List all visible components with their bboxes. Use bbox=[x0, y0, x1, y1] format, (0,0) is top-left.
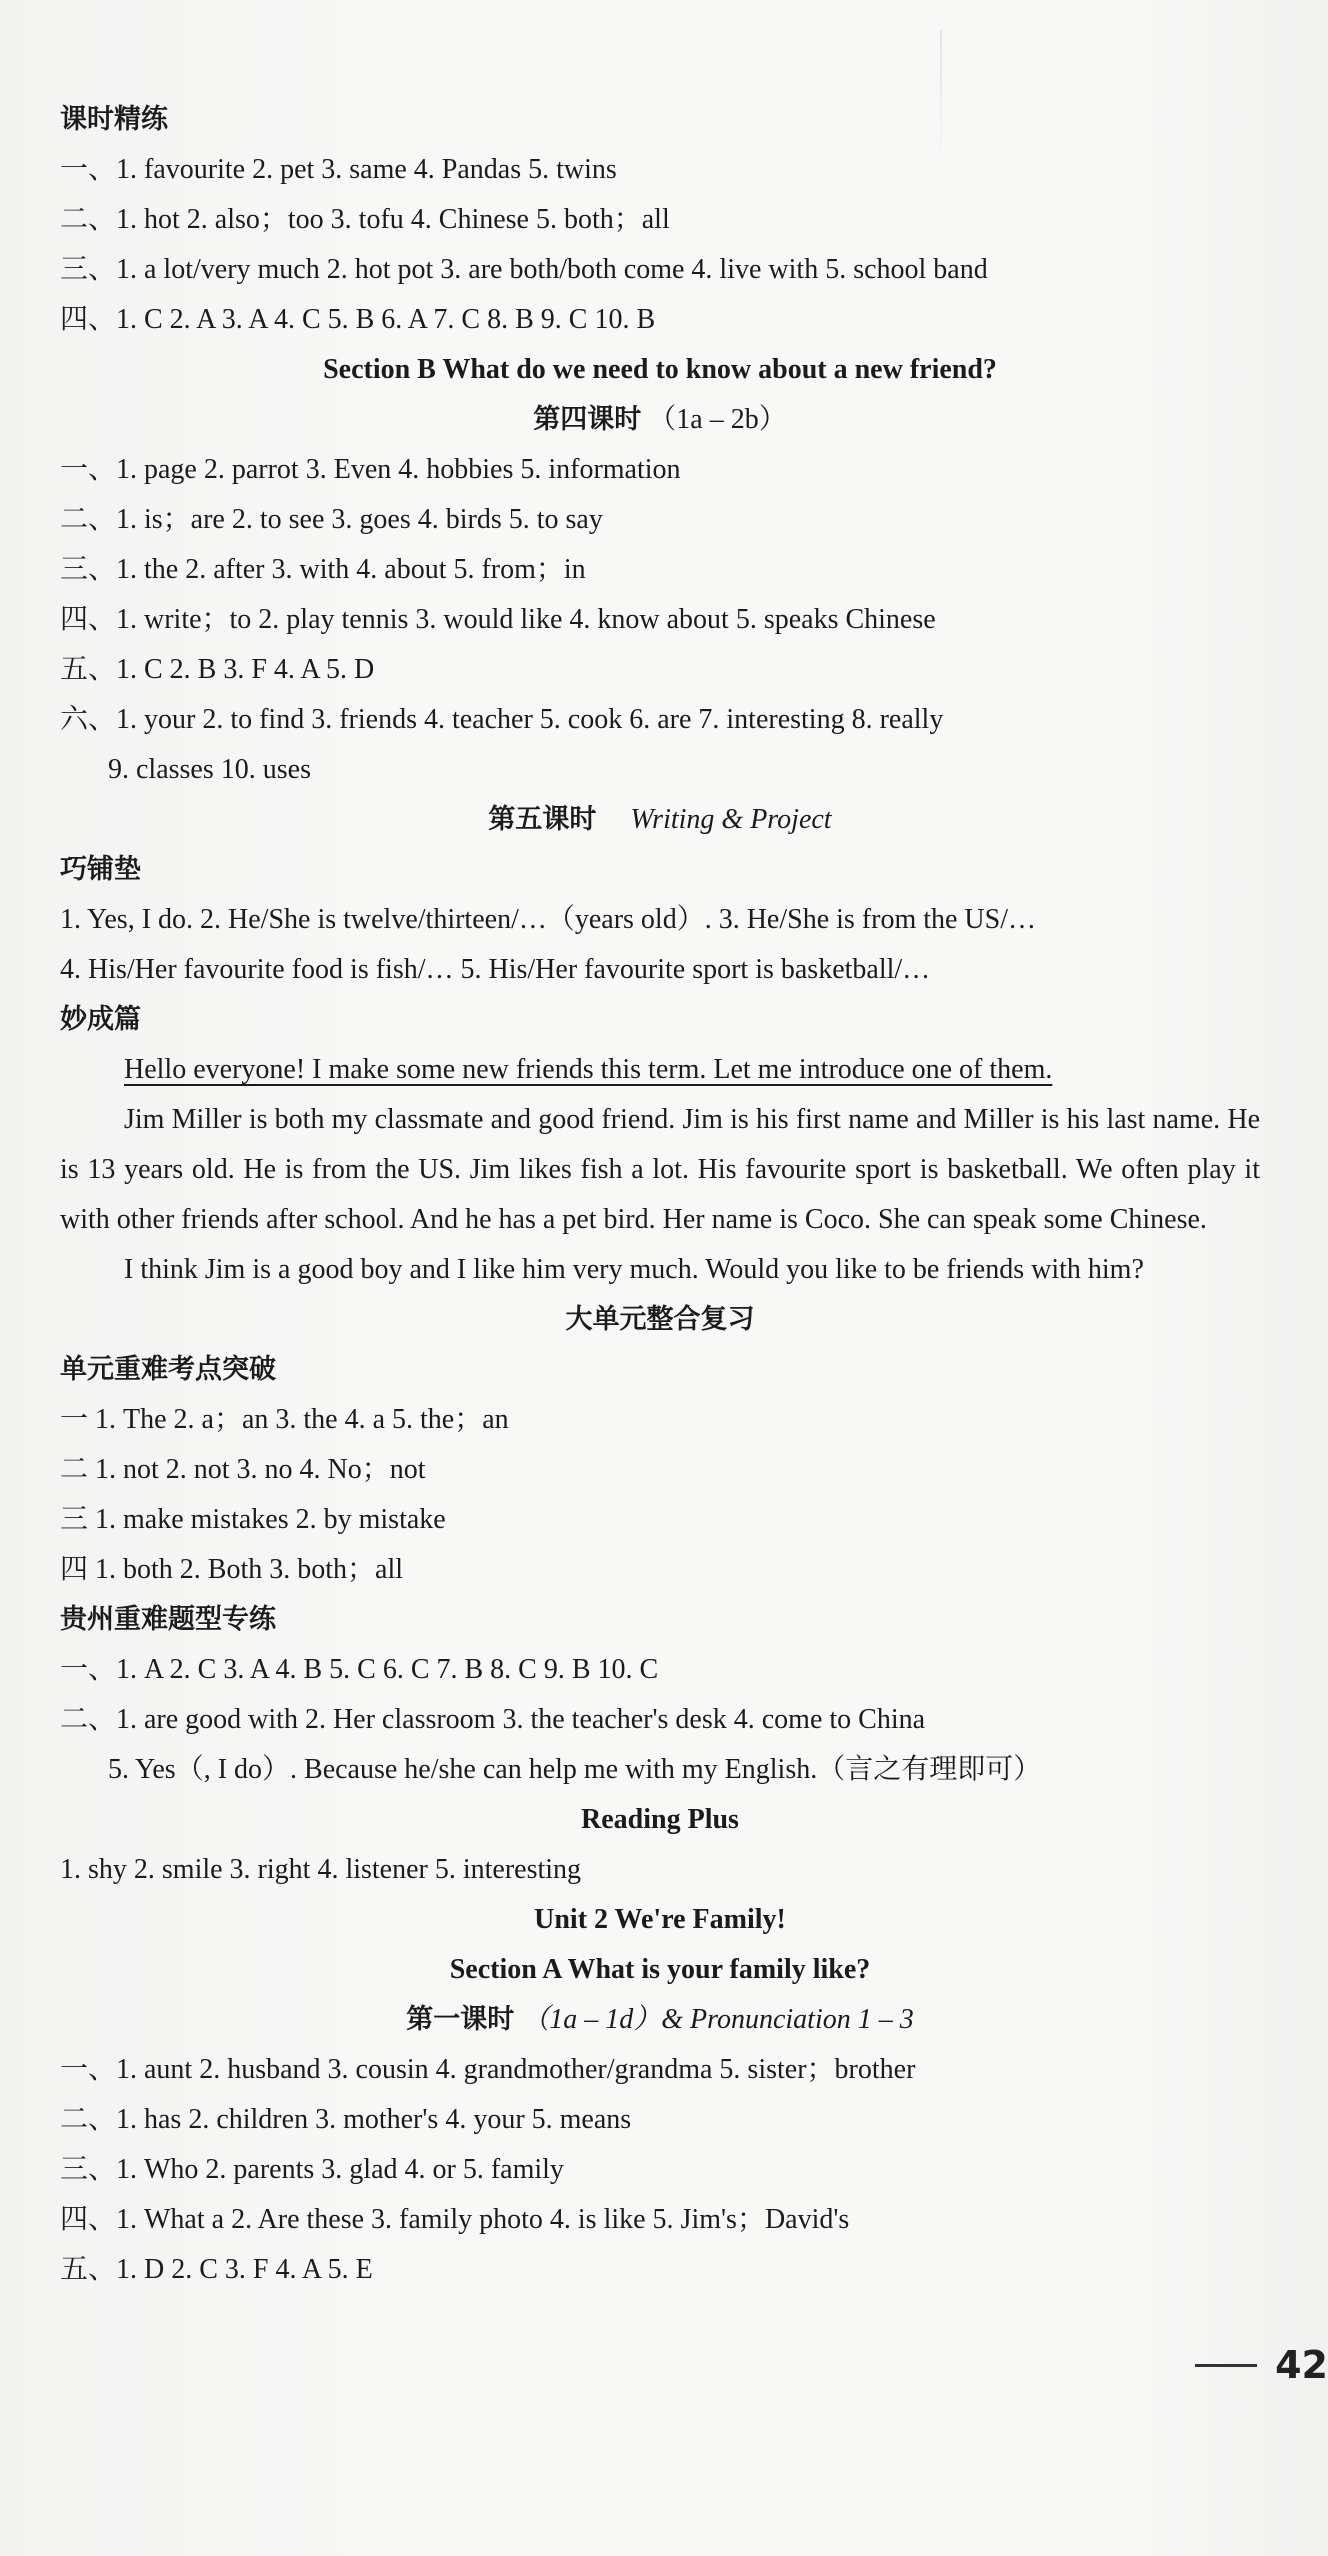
answer-line: 五、1. D 2. C 3. F 4. A 5. E bbox=[60, 2254, 373, 2285]
lesson-5-topic: Writing & Project bbox=[630, 804, 832, 835]
unit-2-title: Unit 2 We're Family! bbox=[534, 1904, 786, 1935]
essay-paragraph-2: I think Jim is a good boy and I like him very much. Would you like to be friends with him? bbox=[124, 1254, 1144, 1285]
answer-line: 一 1. The 2. a；an 3. the 4. a 5. the；an bbox=[60, 1404, 509, 1435]
answer-line: 一、1. page 2. parrot 3. Even 4. hobbies 5. information bbox=[60, 454, 681, 485]
page-number-dash bbox=[1195, 2364, 1257, 2367]
answer-line: 三、1. a lot/very much 2. hot pot 3. are both/both come 4. live with 5. school band bbox=[60, 254, 988, 285]
answer-line: 五、1. C 2. B 3. F 4. A 5. D bbox=[60, 654, 375, 685]
essay-paragraph-1: Jim Miller is both my classmate and good friend. Jim is his first name and Miller is his last name. He is 13 years old. He is from the US. Jim likes fish a lot. His favourite sport is basketball. We often play it with other friends after school. And he has a pet bird. Her name is Coco. She can speak some Chinese. bbox=[60, 1104, 1260, 1235]
lesson-4-label: 第四课时 bbox=[533, 404, 642, 435]
answer-line: 四、1. C 2. A 3. A 4. C 5. B 6. A 7. C 8. B 9. C 10. B bbox=[60, 304, 656, 335]
section-a-title: Section A What is your family like? bbox=[449, 1954, 871, 1985]
answer-line: 三 1. make mistakes 2. by mistake bbox=[60, 1504, 446, 1535]
essay-opening: Hello everyone! I make some new friends this term. Let me introduce one of them. bbox=[124, 1054, 1053, 1085]
answer-line: 二、1. has 2. children 3. mother's 4. your 5. means bbox=[60, 2104, 632, 2135]
heading-miao: 妙成篇 bbox=[60, 1004, 141, 1035]
lesson-1-range: （1a – 1d）& Pronunciation 1 – 3 bbox=[521, 2004, 914, 2035]
answer-line: 二 1. not 2. not 3. no 4. No；not bbox=[60, 1454, 426, 1485]
answer-line: 9. classes 10. uses bbox=[108, 754, 311, 785]
section-b-title: Section B What do we need to know about a new friend? bbox=[323, 354, 997, 385]
review-title: 大单元整合复习 bbox=[565, 1304, 755, 1335]
answer-line: 1. Yes, I do. 2. He/She is twelve/thirteen/…（years old）. 3. He/She is from the US/… bbox=[60, 904, 1037, 935]
lesson-5-title bbox=[60, 795, 1260, 845]
heading-keshi: 课时精练 bbox=[60, 104, 168, 135]
answer-line: 1. shy 2. smile 3. right 4. listener 5. interesting bbox=[60, 1854, 582, 1885]
answer-line: 三、1. the 2. after 3. with 4. about 5. from；in bbox=[60, 554, 586, 585]
lesson-1-label: 第一课时 bbox=[406, 2004, 515, 2035]
essay-opening-line bbox=[60, 1045, 1260, 1095]
answer-line: 四、1. write；to 2. play tennis 3. would like 4. know about 5. speaks Chinese bbox=[60, 604, 936, 635]
answer-line: 三、1. Who 2. parents 3. glad 4. or 5. family bbox=[60, 2154, 564, 2185]
page-number-value: 42 bbox=[1275, 2343, 1328, 2387]
lesson-1-title bbox=[60, 1995, 1260, 2045]
heading-guizhou: 贵州重难题型专练 bbox=[60, 1604, 276, 1635]
lesson-4-range: （1a – 2b） bbox=[648, 404, 787, 435]
answer-line: 一、1. aunt 2. husband 3. cousin 4. grandmother/grandma 5. sister；brother bbox=[60, 2054, 916, 2085]
answer-line: 二、1. hot 2. also；too 3. tofu 4. Chinese 5. both；all bbox=[60, 204, 670, 235]
answer-line: 四 1. both 2. Both 3. both；all bbox=[60, 1554, 404, 1585]
answer-line: 5. Yes（, I do）. Because he/she can help me with my English.（言之有理即可） bbox=[108, 1754, 1042, 1785]
answer-line: 六、1. your 2. to find 3. friends 4. teacher 5. cook 6. are 7. interesting 8. really bbox=[60, 704, 944, 735]
heading-danyuan: 单元重难考点突破 bbox=[60, 1354, 276, 1385]
answer-line: 二、1. are good with 2. Her classroom 3. the teacher's desk 4. come to China bbox=[60, 1704, 926, 1735]
answer-line: 一、1. A 2. C 3. A 4. B 5. C 6. C 7. B 8. C 9. B 10. C bbox=[60, 1654, 659, 1685]
answer-line: 一、1. favourite 2. pet 3. same 4. Pandas 5. twins bbox=[60, 154, 617, 185]
answer-line: 四、1. What a 2. Are these 3. family photo 4. is like 5. Jim's；David's bbox=[60, 2204, 850, 2235]
lesson-5-label: 第五课时 bbox=[488, 804, 597, 835]
lesson-4-title bbox=[60, 395, 1260, 445]
page-number bbox=[1195, 2335, 1328, 2395]
heading-qiao: 巧铺垫 bbox=[60, 854, 141, 885]
answer-line: 二、1. is；are 2. to see 3. goes 4. birds 5. to say bbox=[60, 504, 603, 535]
reading-plus-title: Reading Plus bbox=[581, 1804, 739, 1835]
answer-content bbox=[60, 95, 1260, 2295]
answer-line: 4. His/Her favourite food is fish/… 5. His/Her favourite sport is basketball/… bbox=[60, 954, 931, 985]
